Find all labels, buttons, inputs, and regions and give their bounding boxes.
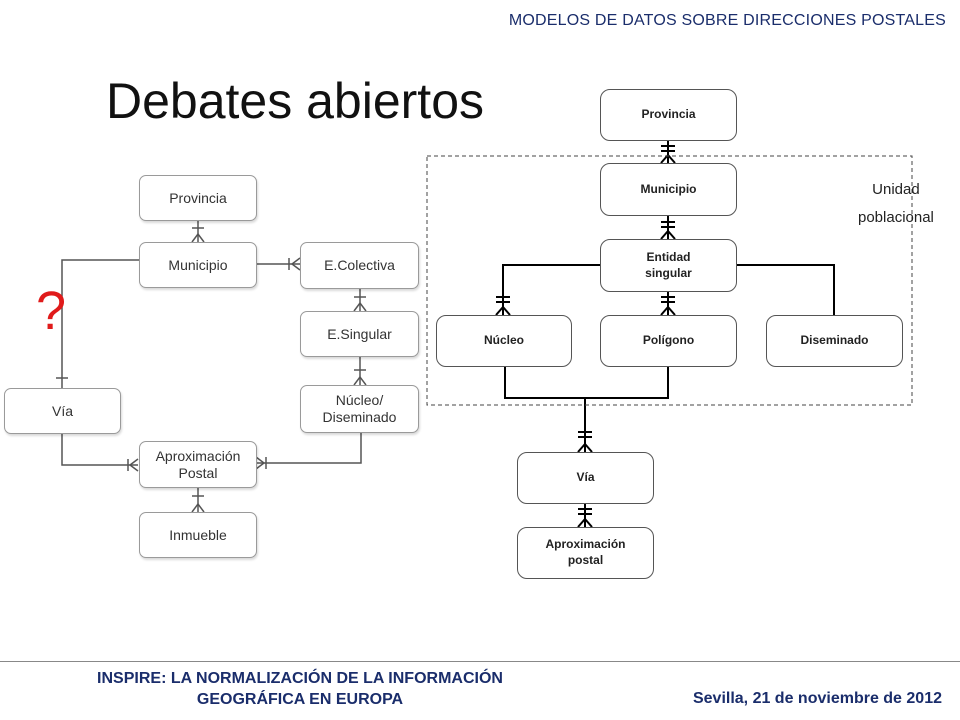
unidad-poblacional-line2: poblacional — [858, 209, 934, 226]
right-node-diseminado: Diseminado — [766, 315, 903, 367]
right-node-via: Vía — [517, 452, 654, 504]
right-node-aproximacion-postal: Aproximación postal — [517, 527, 654, 579]
right-node-municipio: Municipio — [600, 163, 737, 216]
left-node-municipio: Municipio — [139, 242, 257, 288]
footer-divider — [0, 661, 960, 662]
footer-left-line1: INSPIRE: LA NORMALIZACIÓN DE LA INFORMACIÓN — [97, 670, 503, 687]
left-node-e-colectiva: E.Colectiva — [300, 242, 419, 289]
right-node-nucleo: Núcleo — [436, 315, 572, 367]
question-mark: ? — [36, 281, 67, 341]
unidad-poblacional-line1: Unidad — [872, 181, 920, 198]
right-node-entidad-singular: Entidad singular — [600, 239, 737, 292]
left-node-nucleo-diseminado: Núcleo/ Diseminado — [300, 385, 419, 433]
right-node-provincia: Provincia — [600, 89, 737, 141]
line-nucleo-aproximacion — [256, 433, 361, 463]
header-title: MODELOS DE DATOS SOBRE DIRECCIONES POSTALES — [508, 12, 946, 29]
right-node-poligono: Polígono — [600, 315, 737, 367]
left-node-provincia: Provincia — [139, 175, 257, 221]
footer-right: Sevilla, 21 de noviembre de 2012 — [692, 690, 942, 707]
line-municipio-via — [62, 260, 140, 388]
line-via-aproximacion — [62, 434, 138, 465]
left-node-inmueble: Inmueble — [139, 512, 257, 558]
unidad-poblacional-label — [858, 176, 934, 232]
left-node-via: Vía — [4, 388, 121, 434]
left-node-e-singular: E.Singular — [300, 311, 419, 357]
slide-title: Debates abiertos — [106, 73, 485, 129]
footer-left-line2: GEOGRÁFICA EN EUROPA — [196, 691, 404, 708]
footer-left — [20, 668, 580, 710]
left-node-aproximacion-postal: Aproximación Postal — [139, 441, 257, 488]
